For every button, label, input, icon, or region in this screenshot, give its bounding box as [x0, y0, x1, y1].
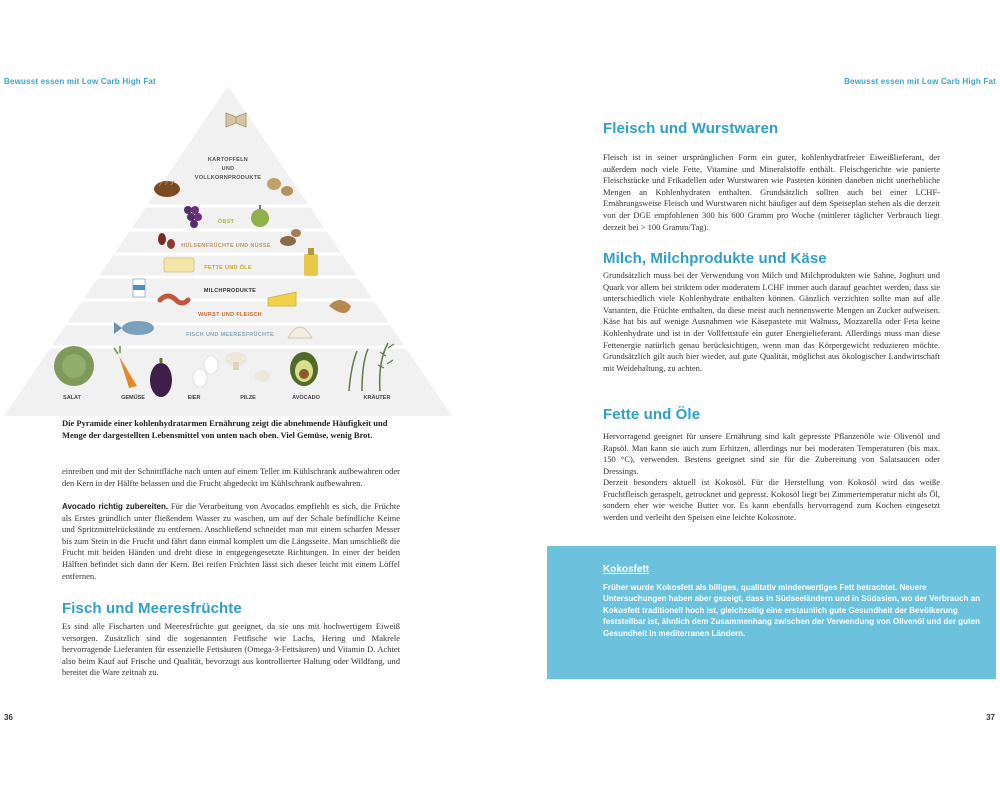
base-label: SALAT [63, 395, 81, 401]
running-header-left: Bewusst essen mit Low Carb High Fat [4, 77, 156, 86]
page-number-left: 36 [4, 713, 13, 722]
tier-label: FETTE UND ÖLE [204, 265, 252, 271]
intro-paragraph: einreiben und mit der Schnittfläche nach unten auf einem Teller im Kühlschrank aufbewahren oder den Kern in der Hälfte belassen und die Frucht abgedeckt im Kühlschrank aufbewahren. [62, 466, 400, 488]
fats-heading: Fette und Öle [603, 406, 701, 423]
base-label: AVOCADO [292, 395, 320, 401]
dairy-paragraph: Grundsätzlich muss bei der Verwendung von Milch und Milchprodukten wie Sahne, Joghurt und Quark vor allem bei striktem oder moderatem LCHF immer auch darauf geachtet werden, dass sie unterschiedlich viele Kohlenhydrate enthalten können. Gänzlich verzichten sollte man auf alle Varianten, die Früchte enthalten, da diese meist auch nennenswerte Mengen an Zucker aufweisen. Käse hat bis auf wenige Ausnahmen wie Käsepastete mit Walnuss, Mozzarella oder Feta keine Kohlenhydrate und ist in der Vollfettstufe ein guter Energielieferant. Allerdings muss man diese Fettenergie natürlich genau berücksichtigen, wenn man das Körpergewicht reduzieren möchte. Grundsätzlich gilt auch hier wieder, auf gute Qualität, möglichst aus ökologischer Landwirtschaft mit Weidehaltung, zu achten. [603, 270, 940, 373]
meat-heading: Fleisch und Wurstwaren [603, 120, 779, 137]
food-pyramid-illustration [4, 86, 452, 416]
butter-icon [164, 258, 194, 272]
tier-label: MILCHPRODUKTE [203, 288, 257, 294]
dairy-heading: Milch, Milchprodukte und Käse [603, 250, 827, 267]
fats-paragraph-1: Hervorragend geeignet für unsere Ernährung sind kalt gepresste Pflanzenöle wie Olivenöl und Rapsöl. Man kann sie auch zum Erhitzen, allerdings nur bei moderaten Temperaturen (bis max. 150 °C), verwenden. Bestens geeignet sind sie für die Zubereitung von Salatsaucen oder Dressings. [603, 431, 940, 476]
tier-label: HÜLSENFRÜCHTE UND NÜSSE [181, 243, 271, 249]
meat-paragraph: Fleisch ist in seiner ursprünglichen Form ein guter, kohlenhydratfreier Eiweißlieferant, der außerdem noch viele Fette, Vitamine und Mineralstoffe enthält. Fleischgerichte wie panierte Fleischstücke und Frikadellen oder Wurstwaren wie Pasteten können daneben nicht unerhebliche Mengen an Kohlenhydraten enthalten. Grundsätzlich sollten auch bei einer LCHF-Ernährungsweise Fleisch und Wurstwaren nicht häufiger auf dem Speiseplan stehen als die derzeit von der DGE empfohlenen 300 bis 600 Gramm pro Woche (mittlerer täglicher Verbrauch liegt derzeit bei > 100 Gramm/Tag). [603, 152, 940, 232]
fish-heading: Fisch und Meeresfrüchte [62, 600, 242, 617]
kokosfett-infobox [547, 546, 996, 679]
base-label: GEMÜSE [121, 395, 145, 401]
avocado-text: Für die Verarbeitung von Avocados empfiehlt es sich, die Früchte als Erstes gründlich unter fließendem Wasser zu waschen, um auf der Schale befindliche Keime und Spritzmittelrückstände zu entfernen. Anschließend schneidet man mit einem scharfen Messer bis zum Stein in die Frucht und fährt dann einmal komplett um die Längsseite. Man umschließt die Frucht mit beiden Händen und dreht diese in entgegengesetzte Richtungen. In einer der beiden Hälften befindet sich dann der Kern. Bei reifen Früchten lässt sich dieser leicht mit einem Löffel entfernen. [62, 501, 401, 581]
infobox-text: Früher wurde Kokosfett als billiges, qualitativ minderwertiges Fett betrachtet. Neuere Untersuchungen haben aber gezeigt, dass in Südseeländern und in Südasien, wo der Verbrauch an Kokosfett traditionell hoch ist, gleichzeitig eine erstaunlich gute Gesundheit der Bevölkerung feststellbar ist, ähnlich dem Zusammenhang zwischen der Verwendung von Olivenöl und der guten Gesundheit in mediterranen Ländern. [603, 583, 980, 638]
tier-label: WURST UND FLEISCH [198, 312, 262, 318]
base-label: KRÄUTER [363, 395, 391, 401]
fish-paragraph: Es sind alle Fischarten und Meeresfrüchte gut geeignet, da sie uns mit hochwertigem Eiweiß versorgen. Zusätzlich sind die sogenannten Fettfische wie Lachs, Hering und Makrele hervorragende Lieferanten für essenzielle Fettsäuren (Omega-3-Fettsäuren) und Vitamin D. Achtet also beim Kauf auf Frische und Qualität, bevorzugt aus kontrollierter Haltung oder Wildfang, und bereitet die Ware zeitnah zu. [62, 621, 400, 678]
tier-label: KARTOFFELN [207, 157, 249, 163]
avocado-lead: Avocado richtig zubereiten. [62, 502, 169, 511]
bread-icon [154, 181, 180, 197]
base-label: PILZE [240, 395, 256, 401]
pyramid-caption: Die Pyramide einer kohlenhydratarmen Ernährung zeigt die abnehmende Häufigkeit und Menge der dargestellten Lebensmittel von unten nach oben. Viel Gemüse, wenig Brot. [62, 418, 388, 440]
avocado-icon [290, 352, 318, 386]
infobox-title: Kokosfett [603, 564, 650, 575]
lettuce-icon [54, 346, 94, 386]
tier-label: OBST [217, 219, 235, 225]
page-number-right: 37 [986, 713, 995, 722]
milk-icon [133, 279, 145, 297]
tier-label: VOLLKORNPRODUKTE [194, 175, 262, 181]
running-header-right: Bewusst essen mit Low Carb High Fat [844, 77, 996, 86]
tier-label: FISCH UND MEERESFRÜCHTE [186, 332, 274, 338]
avocado-paragraph [62, 501, 400, 582]
base-label: EIER [187, 395, 201, 401]
tier-label: UND [221, 166, 235, 172]
fats-paragraph-2: Derzeit besonders aktuell ist Kokosöl. Für die Herstellung von Kokosöl wird das weiße Fruchtfleisch geraspelt, getrocknet und gepresst. Kokosöl liegt bei Zimmertemperatur nicht als Öl, sondern eher wie weiche Butter vor. Es kann ebenfalls hervorragend zum Kochen eingesetzt werden und verleiht den Speisen eine leichte Kokosnote. [603, 477, 940, 522]
